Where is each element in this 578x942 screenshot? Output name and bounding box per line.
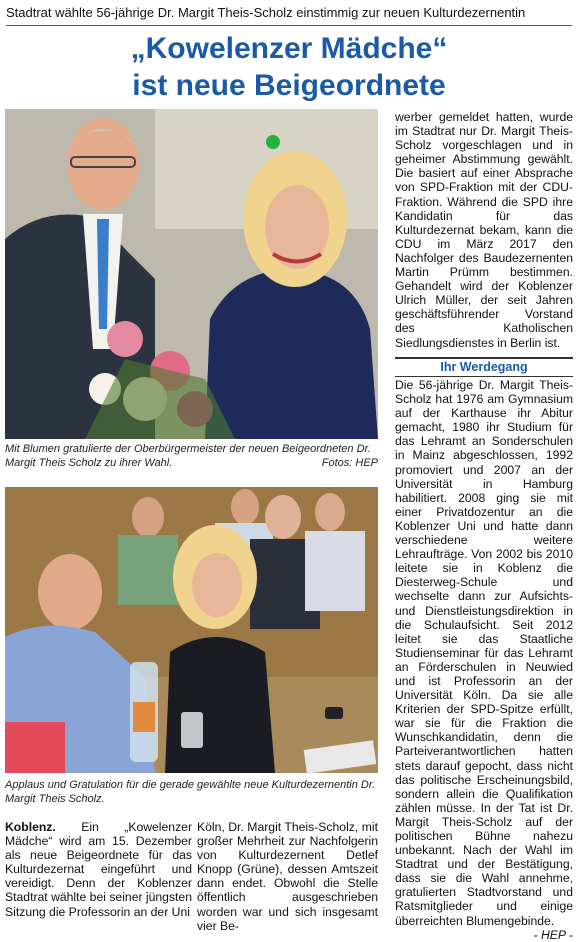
box-title: Ihr Werdegang <box>440 360 528 374</box>
article-column-2 <box>197 820 378 933</box>
author-signature: - HEP - <box>533 927 573 942</box>
dateline: Koblenz. <box>5 820 56 834</box>
kicker-line: Stadtrat wählte 56-jährige Dr. Margit Theis-Scholz einstimmig zur neuen Kulturdezernentin <box>6 5 526 20</box>
photo-council-illustration <box>5 487 378 773</box>
article-column-2-text: Köln, Dr. Margit Theis-Scholz, mit großer Mehrheit zur Nachfolgerin von Kulturdezernent Detlef Knopp (Grüne), dessen Amtszeit dann endet. Obwohl die Stelle öffentlich ausgeschrieben worden war und sich insgesamt vier Be- <box>197 820 378 933</box>
headline-line-2: ist neue Beigeordnete <box>132 69 446 102</box>
kicker-divider <box>6 25 572 26</box>
box-title-rule <box>395 376 573 377</box>
photo-caption-1 <box>5 443 378 470</box>
photo-credit: Fotos: HEP <box>321 456 378 469</box>
photo-council-applause <box>5 487 378 773</box>
photo-caption-2: Applaus und Gratulation für die gerade gewählte neue Kulturdezernentin Dr. Margit Theis Scholz. <box>5 779 376 805</box>
article-column-1 <box>5 820 192 919</box>
article-column-3-text: werber gemeldet hatten, wurde im Stadtrat nur Dr. Margit Theis-Scholz vorgeschlagen und in geheimer Abstimmung gewählt. Die basiert auf einer Absprache von SPD-Fraktion mit der CDU-Fraktion. Während die SPD ihre Kandidatin für das Kulturdezernat bekam, kann die CDU im März 2017 den Nachfolger des Baudezernenten Martin Prümm bestimmen. Gehandelt wird der Koblenzer Ulrich Müller, der seit Jahren geschäftsführender Vorstand des Katholischen Siedlungsdienstes in Berlin ist. <box>395 110 573 350</box>
box-body <box>395 378 573 942</box>
headline-line-1: „Kowelenzer Mädche“ <box>130 32 448 65</box>
article-column-3 <box>395 110 573 350</box>
photo-flowers-illustration <box>5 109 378 439</box>
box-text: Die 56-jährige Dr. Margit Theis-Scholz hat 1976 am Gymnasium auf der Karthause ihr Abitur gemacht, 1980 ihr Studium für das Lehramt an Sonderschulen in Mainz abgeschlossen, 1992 promoviert und 2007 an der Universität in Hamburg habilitiert. 2008 ging sie mit einer Privatdozentur an die Koblenzer Uni und hatte dann verschiedene weitere Lehraufträge. Von 2002 bis 2010 leitete sie in Koblenz die Diesterweg-Schule und wechselte dann zur Aufsichts- und Dienstleistungsdirektion in die Schulaufsicht. Seit 2012 leitet sie das Staatliche Studienseminar für das Lehramt an Förderschulen in Neuwied und ist Professorin an der Universität Köln. Da sie alle Kriterien der SPD-Spitze erfüllt, war sie für die Fraktion die Wunschkandidatin, denn die Parteiverantwortlichen hatten stets darauf gepocht, dass nicht das politische Erscheinungsbild, sondern allein die Qualifikation zählen müsse. In der Tat ist Dr. Margit Theis-Scholz auf der politischen Bühne nahezu unbekannt. Nach der Wahl im Stadtrat und der Bestätigung, dass sie die Wahl annehme, gratulierten Stadtvorstand und Ratsmitglieder und einige überreichten Blumengebinde. <box>395 378 573 928</box>
photo-flowers-congratulation <box>5 109 378 439</box>
article-column-1-text: Ein „Kowelenzer Mädche“ wird am 15. Dezember als neue Beigeordnete für das Kulturdezernat eingeführt und vereidigt. Denn der Koblenzer Stadtrat wählte bei seiner jüngsten Sitzung die Professorin an der Uni <box>5 820 192 919</box>
photo-caption-1-text: Mit Blumen gratulierte der Oberbürgermeister der neuen Beigeordneten Dr. Margit Theis Scholz zu ihrer Wahl. <box>5 443 371 469</box>
